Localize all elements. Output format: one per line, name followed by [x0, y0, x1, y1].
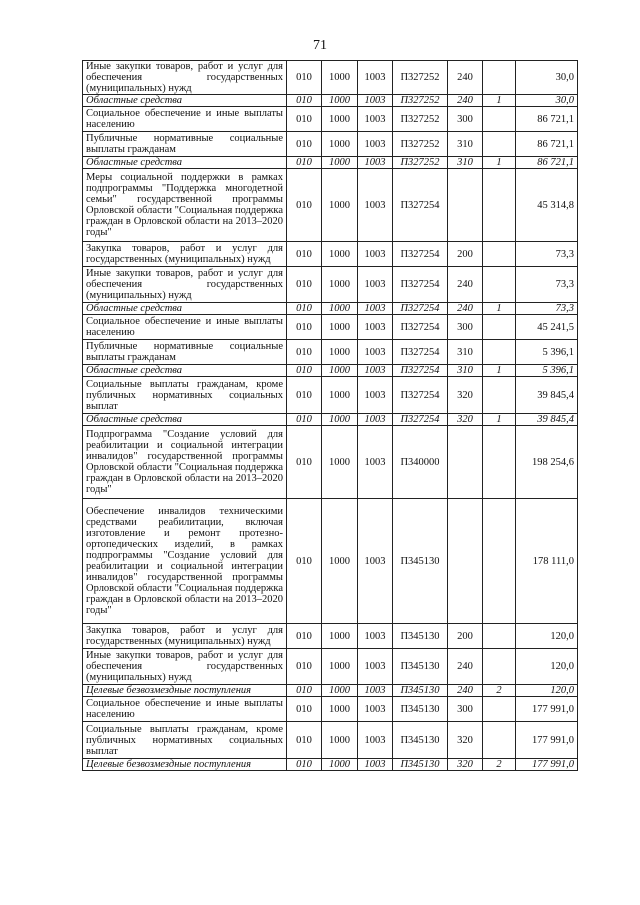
amount-cell: 30,0 [516, 95, 578, 107]
funding-source-cell: 2 [483, 685, 516, 697]
amount-cell: 5 396,1 [516, 340, 578, 365]
expense-type-cell: 320 [448, 722, 483, 759]
expense-type-cell: 200 [448, 624, 483, 649]
amount-cell: 5 396,1 [516, 365, 578, 377]
target-article-cell: П327254 [393, 365, 448, 377]
target-article-cell: П327252 [393, 95, 448, 107]
subsection-code-cell: 1003 [358, 95, 393, 107]
expense-type-cell: 310 [448, 157, 483, 169]
section-code-cell: 1000 [322, 242, 358, 267]
row-name-cell: Закупка товаров, работ и услуг для государственных (муниципальных) нужд [83, 242, 287, 267]
target-article-cell: П327252 [393, 61, 448, 95]
subsection-code-cell: 1003 [358, 377, 393, 414]
expense-type-cell: 320 [448, 377, 483, 414]
grbs-code-cell: 010 [287, 267, 322, 303]
expense-type-cell: 300 [448, 107, 483, 132]
subsection-code-cell: 1003 [358, 499, 393, 624]
expense-type-cell: 300 [448, 697, 483, 722]
section-code-cell: 1000 [322, 759, 358, 771]
expense-type-cell: 320 [448, 414, 483, 426]
target-article-cell: П327254 [393, 315, 448, 340]
table-row [83, 649, 578, 685]
row-name-cell: Областные средства [83, 157, 287, 169]
amount-cell: 73,3 [516, 242, 578, 267]
section-code-cell: 1000 [322, 169, 358, 242]
section-code-cell: 1000 [322, 267, 358, 303]
expense-type-cell [448, 169, 483, 242]
table-row [83, 61, 578, 95]
amount-cell: 86 721,1 [516, 132, 578, 157]
grbs-code-cell: 010 [287, 624, 322, 649]
expense-type-cell: 240 [448, 267, 483, 303]
funding-source-row [83, 365, 578, 377]
funding-source-cell [483, 426, 516, 499]
funding-source-cell [483, 107, 516, 132]
expense-type-cell: 310 [448, 340, 483, 365]
target-article-cell: П327254 [393, 169, 448, 242]
subsection-code-cell: 1003 [358, 61, 393, 95]
section-code-cell: 1000 [322, 414, 358, 426]
grbs-code-cell: 010 [287, 107, 322, 132]
target-article-cell: П327252 [393, 132, 448, 157]
grbs-code-cell: 010 [287, 61, 322, 95]
table-row [83, 132, 578, 157]
amount-cell: 73,3 [516, 267, 578, 303]
grbs-code-cell: 010 [287, 95, 322, 107]
expense-type-cell: 240 [448, 649, 483, 685]
subsection-code-cell: 1003 [358, 414, 393, 426]
target-article-cell: П327252 [393, 157, 448, 169]
target-article-cell: П327252 [393, 107, 448, 132]
expense-type-cell: 240 [448, 95, 483, 107]
expense-type-cell: 240 [448, 303, 483, 315]
target-article-cell: П327254 [393, 242, 448, 267]
row-name-cell: Меры социальной поддержки в рамках подпрограммы "Поддержка многодетной семьи" государственной программы Орловской области "Социальная поддержка граждан в Орловской области на 2013–2020 годы" [83, 169, 287, 242]
table-row [83, 169, 578, 242]
row-name-cell: Публичные нормативные социальные выплаты гражданам [83, 340, 287, 365]
expense-type-cell: 310 [448, 132, 483, 157]
grbs-code-cell: 010 [287, 499, 322, 624]
table-row [83, 242, 578, 267]
funding-source-cell [483, 61, 516, 95]
subsection-code-cell: 1003 [358, 157, 393, 169]
target-article-cell: П327254 [393, 340, 448, 365]
expense-type-cell [448, 426, 483, 499]
grbs-code-cell: 010 [287, 340, 322, 365]
row-name-cell: Иные закупки товаров, работ и услуг для обеспечения государственных (муниципальных) нужд [83, 267, 287, 303]
subsection-code-cell: 1003 [358, 242, 393, 267]
target-article-cell: П340000 [393, 426, 448, 499]
budget-table [82, 60, 578, 771]
subsection-code-cell: 1003 [358, 624, 393, 649]
target-article-cell: П345130 [393, 499, 448, 624]
funding-source-cell: 1 [483, 95, 516, 107]
row-name-cell: Целевые безвозмездные поступления [83, 759, 287, 771]
grbs-code-cell: 010 [287, 759, 322, 771]
table-row [83, 107, 578, 132]
amount-cell: 177 991,0 [516, 722, 578, 759]
grbs-code-cell: 010 [287, 157, 322, 169]
subsection-code-cell: 1003 [358, 315, 393, 340]
funding-source-cell: 1 [483, 303, 516, 315]
target-article-cell: П345130 [393, 649, 448, 685]
amount-cell: 120,0 [516, 649, 578, 685]
amount-cell: 30,0 [516, 61, 578, 95]
amount-cell: 45 314,8 [516, 169, 578, 242]
row-name-cell: Иные закупки товаров, работ и услуг для обеспечения государственных (муниципальных) нужд [83, 649, 287, 685]
funding-source-cell: 1 [483, 157, 516, 169]
subsection-code-cell: 1003 [358, 169, 393, 242]
section-code-cell: 1000 [322, 624, 358, 649]
target-article-cell: П327254 [393, 414, 448, 426]
subsection-code-cell: 1003 [358, 303, 393, 315]
table-row [83, 426, 578, 499]
row-name-cell: Областные средства [83, 414, 287, 426]
subsection-code-cell: 1003 [358, 722, 393, 759]
funding-source-row [83, 759, 578, 771]
section-code-cell: 1000 [322, 315, 358, 340]
row-name-cell: Социальное обеспечение и иные выплаты населению [83, 107, 287, 132]
row-name-cell: Обеспечение инвалидов техническими средствами реабилитации, включая изготовление и ремонт протезно-ортопедических изделий, в рамках подпрограммы "Создание условий для реабилитации и социальной интеграции инвалидов" государственной программы Орловской области "Социальная поддержка граждан в Орловской области на 2013–2020 годы" [83, 499, 287, 624]
funding-source-cell [483, 242, 516, 267]
row-name-cell: Областные средства [83, 95, 287, 107]
amount-cell: 39 845,4 [516, 414, 578, 426]
table-row [83, 499, 578, 624]
section-code-cell: 1000 [322, 157, 358, 169]
subsection-code-cell: 1003 [358, 107, 393, 132]
subsection-code-cell: 1003 [358, 340, 393, 365]
funding-source-row [83, 414, 578, 426]
target-article-cell: П345130 [393, 722, 448, 759]
subsection-code-cell: 1003 [358, 132, 393, 157]
amount-cell: 39 845,4 [516, 377, 578, 414]
section-code-cell: 1000 [322, 132, 358, 157]
amount-cell: 198 254,6 [516, 426, 578, 499]
funding-source-cell [483, 722, 516, 759]
grbs-code-cell: 010 [287, 414, 322, 426]
row-name-cell: Целевые безвозмездные поступления [83, 685, 287, 697]
funding-source-row [83, 685, 578, 697]
expense-type-cell: 320 [448, 759, 483, 771]
funding-source-cell [483, 169, 516, 242]
funding-source-cell [483, 649, 516, 685]
grbs-code-cell: 010 [287, 132, 322, 157]
subsection-code-cell: 1003 [358, 685, 393, 697]
grbs-code-cell: 010 [287, 697, 322, 722]
section-code-cell: 1000 [322, 685, 358, 697]
row-name-cell: Социальное обеспечение и иные выплаты населению [83, 315, 287, 340]
section-code-cell: 1000 [322, 340, 358, 365]
page-number: 71 [313, 38, 327, 53]
table-row [83, 377, 578, 414]
funding-source-cell [483, 267, 516, 303]
funding-source-cell: 2 [483, 759, 516, 771]
target-article-cell: П345130 [393, 697, 448, 722]
funding-source-cell [483, 697, 516, 722]
row-name-cell: Областные средства [83, 303, 287, 315]
section-code-cell: 1000 [322, 365, 358, 377]
grbs-code-cell: 010 [287, 315, 322, 340]
amount-cell: 73,3 [516, 303, 578, 315]
table-body [83, 61, 578, 771]
grbs-code-cell: 010 [287, 649, 322, 685]
amount-cell: 86 721,1 [516, 157, 578, 169]
subsection-code-cell: 1003 [358, 697, 393, 722]
row-name-cell: Иные закупки товаров, работ и услуг для обеспечения государственных (муниципальных) нужд [83, 61, 287, 95]
expense-type-cell: 240 [448, 61, 483, 95]
subsection-code-cell: 1003 [358, 426, 393, 499]
target-article-cell: П345130 [393, 624, 448, 649]
section-code-cell: 1000 [322, 722, 358, 759]
table-row [83, 697, 578, 722]
funding-source-cell: 1 [483, 414, 516, 426]
section-code-cell: 1000 [322, 426, 358, 499]
section-code-cell: 1000 [322, 499, 358, 624]
target-article-cell: П345130 [393, 685, 448, 697]
row-name-cell: Социальные выплаты гражданам, кроме публичных нормативных социальных выплат [83, 722, 287, 759]
amount-cell: 86 721,1 [516, 107, 578, 132]
funding-source-cell [483, 340, 516, 365]
funding-source-row [83, 157, 578, 169]
target-article-cell: П327254 [393, 303, 448, 315]
target-article-cell: П345130 [393, 759, 448, 771]
section-code-cell: 1000 [322, 303, 358, 315]
grbs-code-cell: 010 [287, 303, 322, 315]
row-name-cell: Социальное обеспечение и иные выплаты населению [83, 697, 287, 722]
funding-source-row [83, 303, 578, 315]
row-name-cell: Областные средства [83, 365, 287, 377]
table-row [83, 315, 578, 340]
expense-type-cell [448, 499, 483, 624]
expense-type-cell: 300 [448, 315, 483, 340]
table-row [83, 624, 578, 649]
subsection-code-cell: 1003 [358, 365, 393, 377]
expense-type-cell: 310 [448, 365, 483, 377]
subsection-code-cell: 1003 [358, 649, 393, 685]
grbs-code-cell: 010 [287, 169, 322, 242]
row-name-cell: Публичные нормативные социальные выплаты гражданам [83, 132, 287, 157]
table-row [83, 267, 578, 303]
funding-source-cell [483, 132, 516, 157]
section-code-cell: 1000 [322, 107, 358, 132]
grbs-code-cell: 010 [287, 722, 322, 759]
grbs-code-cell: 010 [287, 242, 322, 267]
grbs-code-cell: 010 [287, 426, 322, 499]
row-name-cell: Социальные выплаты гражданам, кроме публичных нормативных социальных выплат [83, 377, 287, 414]
amount-cell: 120,0 [516, 624, 578, 649]
funding-source-cell [483, 315, 516, 340]
funding-source-cell: 1 [483, 365, 516, 377]
funding-source-row [83, 95, 578, 107]
row-name-cell: Закупка товаров, работ и услуг для государственных (муниципальных) нужд [83, 624, 287, 649]
expense-type-cell: 200 [448, 242, 483, 267]
table-row [83, 722, 578, 759]
amount-cell: 120,0 [516, 685, 578, 697]
section-code-cell: 1000 [322, 697, 358, 722]
amount-cell: 177 991,0 [516, 759, 578, 771]
grbs-code-cell: 010 [287, 685, 322, 697]
subsection-code-cell: 1003 [358, 759, 393, 771]
table-row [83, 340, 578, 365]
section-code-cell: 1000 [322, 649, 358, 685]
grbs-code-cell: 010 [287, 365, 322, 377]
target-article-cell: П327254 [393, 267, 448, 303]
funding-source-cell [483, 377, 516, 414]
row-name-cell: Подпрограмма "Создание условий для реабилитации и социальной интеграции инвалидов" государственной программы Орловской области "Социальная поддержка граждан в Орловской области на 2013–2020 годы" [83, 426, 287, 499]
subsection-code-cell: 1003 [358, 267, 393, 303]
expense-type-cell: 240 [448, 685, 483, 697]
funding-source-cell [483, 499, 516, 624]
amount-cell: 177 991,0 [516, 697, 578, 722]
target-article-cell: П327254 [393, 377, 448, 414]
amount-cell: 178 111,0 [516, 499, 578, 624]
funding-source-cell [483, 624, 516, 649]
amount-cell: 45 241,5 [516, 315, 578, 340]
section-code-cell: 1000 [322, 95, 358, 107]
grbs-code-cell: 010 [287, 377, 322, 414]
section-code-cell: 1000 [322, 377, 358, 414]
section-code-cell: 1000 [322, 61, 358, 95]
